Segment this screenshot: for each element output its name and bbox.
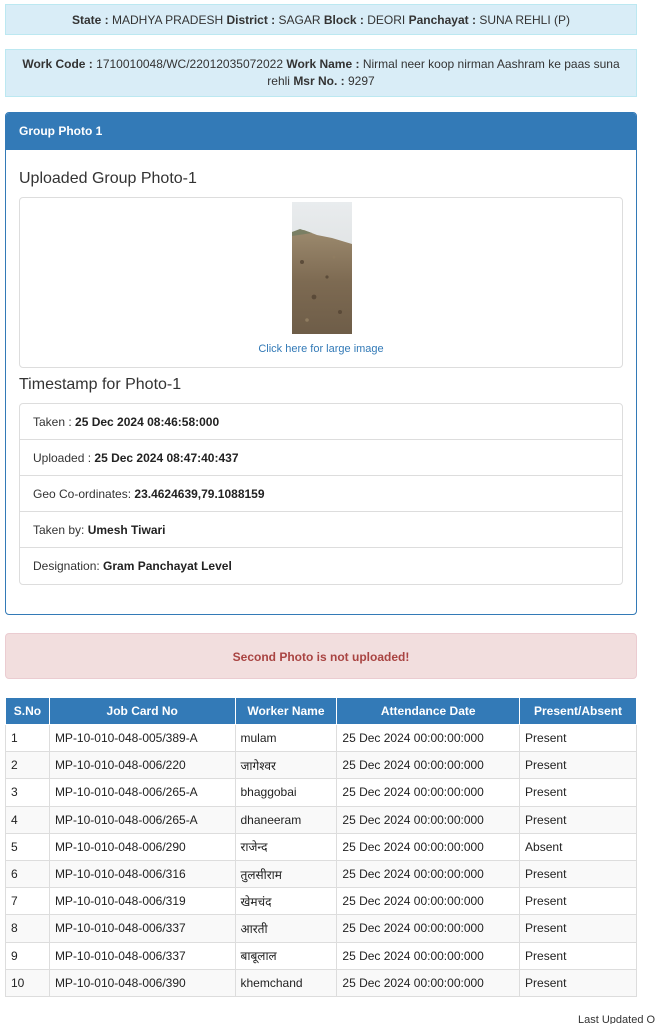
- last-updated-text: Last Updated O: [578, 1014, 656, 1024]
- block-label: Block :: [323, 13, 364, 27]
- group-photo-panel: [5, 112, 637, 615]
- location-bar: [5, 4, 637, 35]
- col-sno: S.No: [6, 698, 50, 725]
- attendance-date-cell: 25 Dec 2024 00:00:00:000: [337, 806, 520, 833]
- attendance-date-cell: 25 Dec 2024 00:00:00:000: [337, 860, 520, 887]
- table-row: [6, 806, 637, 833]
- uploaded-item: [20, 440, 622, 476]
- job-card-cell: MP-10-010-048-006/390: [49, 969, 235, 996]
- uploaded-value: 25 Dec 2024 08:47:40:437: [94, 451, 239, 465]
- status-cell: Present: [520, 860, 637, 887]
- worker-name-cell: बाबूलाल: [235, 942, 337, 969]
- msr-label: Msr No. :: [293, 74, 345, 88]
- attendance-date-cell: 25 Dec 2024 00:00:00:000: [337, 779, 520, 806]
- attendance-table: [5, 697, 637, 997]
- status-cell: Present: [520, 915, 637, 942]
- attendance-date-cell: 25 Dec 2024 00:00:00:000: [337, 725, 520, 752]
- job-card-cell: MP-10-010-048-005/389-A: [49, 725, 235, 752]
- status-cell: Absent: [520, 833, 637, 860]
- geo-item: [20, 476, 622, 512]
- sno-cell: 6: [6, 860, 50, 887]
- job-card-cell: MP-10-010-048-006/337: [49, 942, 235, 969]
- job-card-cell: MP-10-010-048-006/316: [49, 860, 235, 887]
- attendance-date-cell: 25 Dec 2024 00:00:00:000: [337, 915, 520, 942]
- table-row: [6, 969, 637, 996]
- taken-value: 25 Dec 2024 08:46:58:000: [75, 415, 220, 429]
- worker-name-cell: खेमचंद: [235, 888, 337, 915]
- worker-name-cell: जागेश्वर: [235, 752, 337, 779]
- timestamp-title: Timestamp for Photo-1: [19, 376, 182, 393]
- panchayat-value: SUNA REHLI (P): [479, 13, 570, 27]
- taken-item: [20, 404, 622, 440]
- status-cell: Present: [520, 806, 637, 833]
- attendance-date-cell: 25 Dec 2024 00:00:00:000: [337, 833, 520, 860]
- sno-cell: 1: [6, 725, 50, 752]
- block-value: DEORI: [367, 13, 406, 27]
- taken-label: Taken :: [33, 415, 76, 429]
- panel-heading: Group Photo 1: [6, 113, 636, 150]
- job-card-cell: MP-10-010-048-006/265-A: [49, 779, 235, 806]
- table-row: [6, 888, 637, 915]
- table-row: [6, 860, 637, 887]
- table-row: [6, 752, 637, 779]
- table-row: [6, 915, 637, 942]
- status-cell: Present: [520, 942, 637, 969]
- job-card-cell: MP-10-010-048-006/337: [49, 915, 235, 942]
- large-image-link[interactable]: Click here for large image: [258, 343, 384, 355]
- col-worker-name: Worker Name: [235, 698, 337, 725]
- uploaded-label: Uploaded :: [33, 451, 95, 465]
- attendance-date-cell: 25 Dec 2024 00:00:00:000: [337, 752, 520, 779]
- sno-cell: 2: [6, 752, 50, 779]
- work-code-label: Work Code :: [22, 57, 93, 71]
- sno-cell: 5: [6, 833, 50, 860]
- table-header-row: [6, 698, 637, 725]
- worker-name-cell: आरती: [235, 915, 337, 942]
- district-value: SAGAR: [278, 13, 321, 27]
- table-row: [6, 779, 637, 806]
- sno-cell: 8: [6, 915, 50, 942]
- attendance-date-cell: 25 Dec 2024 00:00:00:000: [337, 888, 520, 915]
- status-cell: Present: [520, 888, 637, 915]
- worker-name-cell: dhaneeram: [235, 806, 337, 833]
- photo-container: [19, 197, 623, 368]
- worker-name-cell: तुलसीराम: [235, 860, 337, 887]
- msr-value: 9297: [348, 74, 375, 88]
- job-card-cell: MP-10-010-048-006/290: [49, 833, 235, 860]
- table-row: [6, 833, 637, 860]
- attendance-date-cell: 25 Dec 2024 00:00:00:000: [337, 969, 520, 996]
- work-info-bar: [5, 49, 637, 97]
- taken-by-label: Taken by:: [33, 523, 88, 537]
- status-cell: Present: [520, 752, 637, 779]
- col-job-card: Job Card No: [49, 698, 235, 725]
- attendance-date-cell: 25 Dec 2024 00:00:00:000: [337, 942, 520, 969]
- designation-label: Designation:: [33, 559, 104, 573]
- sno-cell: 10: [6, 969, 50, 996]
- work-name-value: Nirmal neer koop nirman Aashram ke paas suna rehli: [267, 57, 620, 88]
- sno-cell: 9: [6, 942, 50, 969]
- worker-name-cell: राजेन्द: [235, 833, 337, 860]
- job-card-cell: MP-10-010-048-006/319: [49, 888, 235, 915]
- sno-cell: 7: [6, 888, 50, 915]
- geo-value: 23.4624639,79.1088159: [134, 487, 265, 501]
- status-cell: Present: [520, 779, 637, 806]
- work-code-value: 1710010048/WC/22012035072022: [96, 57, 283, 71]
- job-card-cell: MP-10-010-048-006/265-A: [49, 806, 235, 833]
- worker-name-cell: mulam: [235, 725, 337, 752]
- state-label: State :: [71, 13, 109, 27]
- taken-by-item: [20, 512, 622, 548]
- taken-by-value: Umesh Tiwari: [87, 523, 166, 537]
- table-row: [6, 942, 637, 969]
- col-present-absent: Present/Absent: [520, 698, 637, 725]
- worker-name-cell: khemchand: [235, 969, 337, 996]
- table-row: [6, 725, 637, 752]
- status-cell: Present: [520, 969, 637, 996]
- sno-cell: 3: [6, 779, 50, 806]
- designation-item: [20, 548, 622, 584]
- photo-details-list: [19, 403, 623, 585]
- job-card-cell: MP-10-010-048-006/220: [49, 752, 235, 779]
- group-photo-thumbnail[interactable]: [292, 202, 352, 334]
- uploaded-photo-title: Uploaded Group Photo-1: [19, 170, 197, 187]
- designation-value: Gram Panchayat Level: [103, 559, 232, 573]
- district-label: District :: [226, 13, 276, 27]
- state-value: MADHYA PRADESH: [112, 13, 224, 27]
- second-photo-alert: Second Photo is not uploaded!: [5, 633, 637, 679]
- worker-name-cell: bhaggobai: [235, 779, 337, 806]
- geo-label: Geo Co-ordinates:: [33, 487, 135, 501]
- status-cell: Present: [520, 725, 637, 752]
- col-attendance-date: Attendance Date: [337, 698, 520, 725]
- panchayat-label: Panchayat :: [408, 13, 476, 27]
- work-name-label: Work Name :: [286, 57, 360, 71]
- sno-cell: 4: [6, 806, 50, 833]
